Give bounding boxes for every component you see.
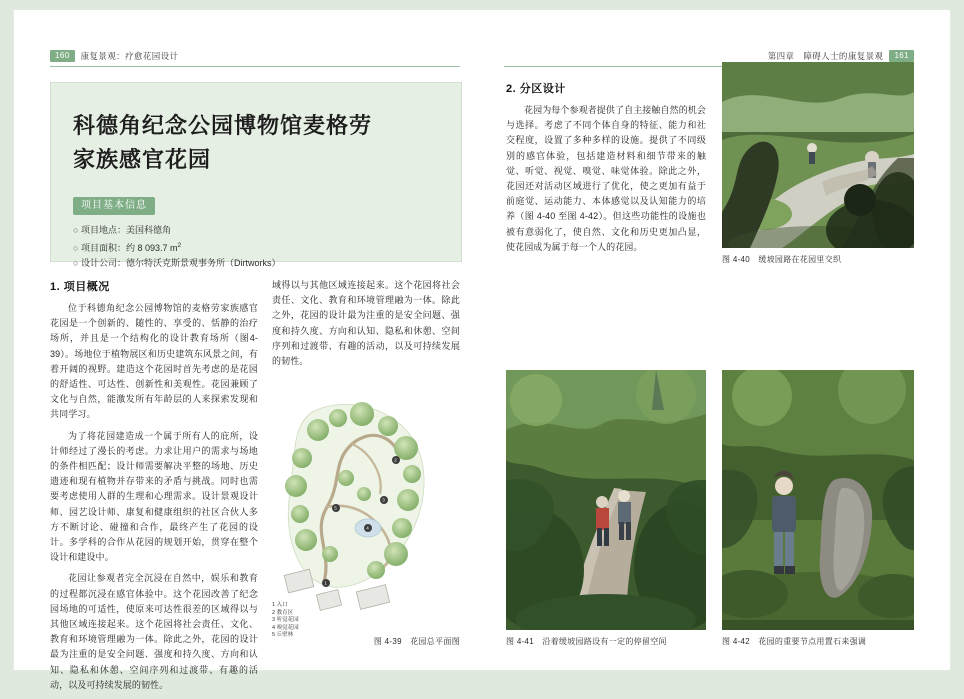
caption-plan: 图 4-39 花园总平面图: [373, 637, 460, 646]
meta-label-firm: 设计公司：: [81, 258, 127, 268]
section-2-para-1: 花园为每个参观者提供了自主接触自然的机会与选择。考虑了不同个体自身的特征、能力和社交程度，设置了多种多样的设施。提供了不同级别的感官体验，包括建造材料和细节带来的触觉、听觉、视觉、嗅觉、味觉体验。除此之外，花园还对活动区域进行了优化，使之更加有益于前庭觉、运动能力、本体感觉以及认知能力的培养（图 4-40 至图 4-42）。但这些功能性的设施也被有意弱化了，使自然、文化和历史更加凸显，使花园成为属于每一个人的花园。: [506, 105, 707, 252]
svg-text:3: 3: [382, 497, 385, 503]
legend-item-1: 1 入口: [272, 602, 288, 608]
meta-value-location: 美国科德角: [126, 225, 172, 235]
meta-item-firm: [73, 256, 453, 271]
section-1-heading: 1. 项目概况: [50, 281, 110, 293]
running-head-left: [50, 50, 178, 62]
meta-label-area: 项目面积：: [81, 243, 127, 253]
section-1-para-3-cont: 域得以与其他区域连接起来。这个花园将社会责任、文化、教育和环境管理融为一体。除此之外，花园的设计最为注重的是安全问题、强度和持久度、方向和认知、隐私和休憩、空间序列和过渡带、有趣的活动，以及可持续发展的韧性。: [272, 280, 460, 367]
legend-item-3: 3 听觉花园: [272, 617, 299, 623]
legend-item-4: 4 嗅觉花园: [272, 624, 299, 631]
photo-3-svg: [722, 370, 914, 630]
section-1-para-2: 为了将花园建造成一个属于所有人的庇所，设计师经过了漫长的考虑。力求让用户的需求与场地的条件相匹配；设计师需要解决平整的场地、历史遗迹和现有植物并存带来的矛盾与挑战。同时也需要考虑使用人群的生理和心理需求。设计景观设计师、园艺设计师、康复和健康组织的社区合伙人多方不断讨论、碰撞和合作，最终产生了花园的设计。多学科的合作从花园的规划开始，贯穿在整个设计和建设中。: [50, 430, 258, 563]
photo-1-svg: [722, 62, 914, 248]
svg-text:4: 4: [366, 525, 369, 531]
column-c: [506, 80, 706, 261]
running-head-left-text: 康复景观：疗愈花园设计: [80, 51, 179, 61]
site-plan-drawing: [272, 382, 460, 630]
meta-item-location: [73, 223, 453, 238]
svg-text:1: 1: [324, 580, 327, 586]
section-1-para-3: 花园让参观者完全沉浸在自然中，娱乐和教育的过程都沉浸在感官体验中。这个花园改善了纪念园场地的可适性，使原来可达性很差的区域得以与其他区域连接起来。这个花园将社会责任、文化、教育和环境管理融为一体。除此之外，花园的设计最为注重的是安全问题、强度和持久度、方向和认知、隐私和休憩、空间序列和过渡带、有趣的活动，以及可持续发展的韧性。: [50, 573, 258, 690]
legend-item-2: 2 教育区: [272, 609, 294, 616]
running-head-right: [768, 50, 914, 62]
svg-text:5: 5: [334, 505, 337, 511]
column-a: [50, 278, 258, 699]
meta-bullet: ○: [73, 243, 79, 253]
meta-value-firm: 德尔特沃克斯景观事务所（Dirtworks）: [126, 258, 281, 268]
running-head-right-text: 第四章 障碍人士的康复景观: [767, 51, 884, 61]
section-1-para-1: 位于科德角纪念公园博物馆的麦格劳家族感官花园是一个创新的、随性的、享受的、恬静的治疗场所，并且是一个结构化的设计教育场所（图4-39）。场地位于植物展区和历史建筑东风景之间，有着开阔的视野。建造这个花园时首先考虑的是花园的舒适性、可达性、创新性和美观性。花园兼顾了文化与自然，能激发所有年龄层的人来探索发现和共同学习。: [50, 303, 258, 420]
title-block: [50, 82, 462, 268]
caption-fig-4-42: 图 4-42 花园的重要节点用置石来强调: [722, 637, 867, 646]
photo-2-svg: [506, 370, 706, 630]
meta-bullet: ○: [73, 225, 79, 235]
site-plan-svg: [272, 382, 460, 630]
legend-item-5: 5 丘壁林: [272, 632, 294, 638]
photo-stone-feature: [722, 370, 914, 630]
info-badge: 项目基本信息: [73, 197, 155, 215]
meta-item-area: [73, 238, 453, 256]
photo-garden-paths: [722, 62, 914, 248]
folio-right: 161: [889, 50, 914, 62]
plan-legend: [272, 602, 299, 640]
header-rule-left: [50, 66, 460, 67]
meta-label-location: 项目地点：: [81, 225, 127, 235]
project-meta: [73, 223, 453, 271]
photo-path-resting-space: [506, 370, 706, 630]
meta-value-area-sup: 2: [177, 242, 182, 249]
meta-value-area: 约 8 093.7 m: [126, 243, 178, 253]
book-page: [14, 10, 950, 690]
svg-text:2: 2: [394, 457, 397, 463]
column-b: [272, 278, 460, 368]
page-title-line1: 科德角纪念公园博物馆麦格劳: [73, 113, 373, 138]
meta-bullet: ○: [73, 258, 79, 268]
caption-fig-4-40: 图 4-40 缓坡园路在花园里交织: [722, 255, 842, 264]
folio-left: 160: [50, 50, 75, 62]
caption-fig-4-41: 图 4-41 沿着缓坡园路设有一定的停留空间: [506, 637, 667, 646]
section-2-heading: 2. 分区设计: [506, 83, 566, 95]
page-title: [73, 109, 443, 177]
page-title-line2: 家族感官花园: [73, 147, 212, 172]
